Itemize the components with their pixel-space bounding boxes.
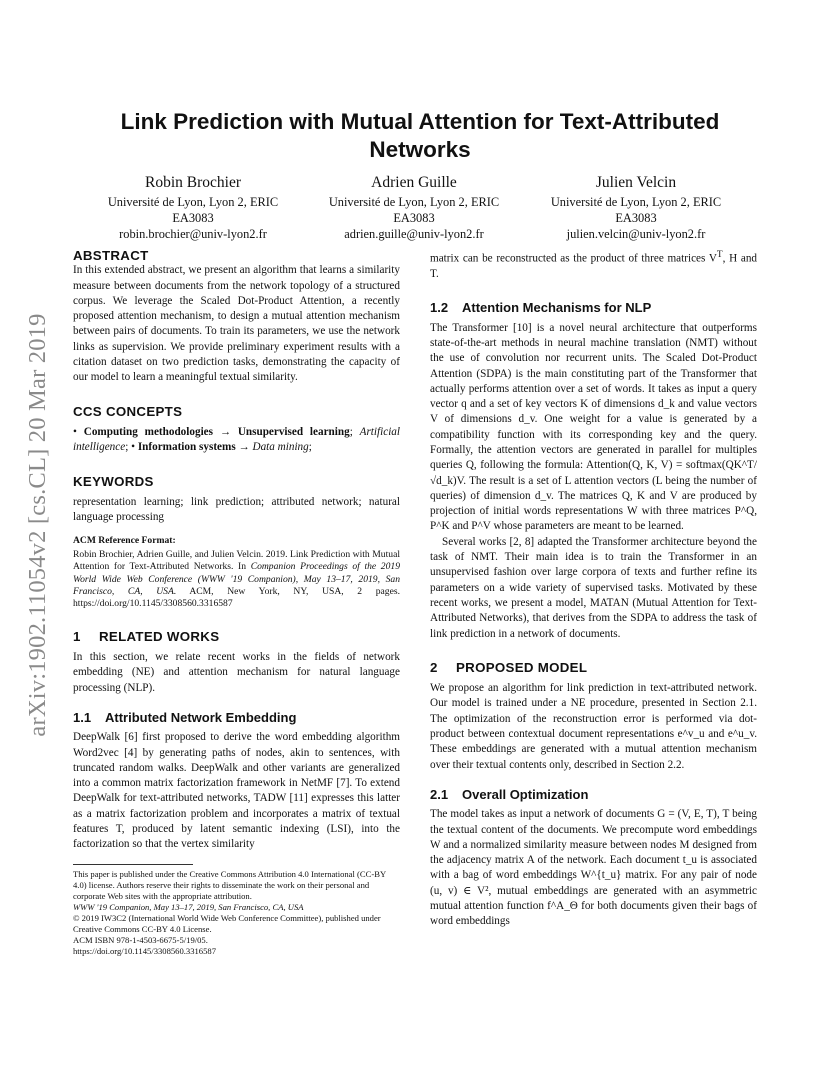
author-block-2 bbox=[294, 173, 534, 242]
ccs-text: • Computing methodologies → Unsupervised learning; Artificial intelligence; • Information systems → Data mining; bbox=[73, 425, 401, 454]
section-related-heading: 1 RELATED WORKS bbox=[73, 628, 220, 644]
acm-ref-text: Robin Brochier, Adrien Guille, and Julien Velcin. 2019. Link Prediction with Mutual Attention for Text-Attributed Networks. In Companion Proceedings of the 2019 World Wide Web Conference (WWW '19 Companion), May 13–17, 2019, San Francisco, CA, USA. ACM, New York, NY, USA, 2 pages. https://doi.org/10.1145/3308560.3316587 bbox=[73, 548, 400, 610]
optimization-paragraph: The model takes as input a network of documents G = (V, E, T), T being the textual content of the documents. We precompute word embeddings W and a normalized similarity measure between nodes M designed from the adjacency matrix A of the network. Each document t_u is associated with a bag of word embeddings W^{t_u} matrix. For any pair of node (u, v) ∈ V², mutual embeddings are generated with an asymmetric mutual attention function f^A_Θ for both documents given their bags of word embeddings bbox=[430, 808, 757, 928]
author-lab: EA3083 bbox=[172, 211, 214, 225]
author-affiliation: Université de Lyon, Lyon 2, ERIC bbox=[550, 195, 722, 209]
copyright-footnote bbox=[73, 864, 400, 957]
paper-title: Link Prediction with Mutual Attention for Text-Attributed Networks bbox=[120, 109, 720, 162]
acm-ref-heading: ACM Reference Format: bbox=[73, 535, 176, 547]
abstract-heading: ABSTRACT bbox=[73, 248, 149, 263]
isbn-note: ACM ISBN 978-1-4503-6675-5/19/05. bbox=[73, 935, 208, 945]
model-paragraph: We propose an algorithm for link prediction in text-attributed network. Our model is trained under a NE procedure, presented in Section 2.1. The optimization of the reconstruction error is performed via dot-product between contextual document representations e^v_u and e^u_v. These embeddings are generated with a mutual attention mechanism over their textual contents only, described in Section 2.2. bbox=[430, 682, 757, 771]
subsection-optimization-heading: 2.1 Overall Optimization bbox=[430, 786, 589, 802]
author-email: julien.velcin@univ-lyon2.fr bbox=[566, 227, 706, 241]
license-note: This paper is published under the Creative Commons Attribution 4.0 International (CC-BY 4.0) license. Authors reserve their rights to disseminate the work on their personal and corporate Web sites with the appropriate attribution. bbox=[73, 869, 386, 901]
ccs-heading: CCS CONCEPTS bbox=[73, 403, 183, 419]
author-email: adrien.guille@univ-lyon2.fr bbox=[344, 227, 484, 241]
section-model-heading: 2 PROPOSED MODEL bbox=[430, 659, 588, 675]
subsection-ane-heading: 1.1 Attributed Network Embedding bbox=[73, 709, 297, 725]
keywords-text: representation learning; link prediction; attributed network; natural language processing bbox=[73, 495, 400, 524]
author-name: Adrien Guille bbox=[371, 174, 457, 191]
author-affiliation: Université de Lyon, Lyon 2, ERIC bbox=[328, 195, 500, 209]
attention-paragraph-1: The Transformer [10] is a novel neural architecture that outperforms state-of-the-art methods in neural machine translation (NMT) without the use of convolution nor recurrent units. The Scaled Dot-Product Attention (SDPA) is the main constituting part of the Transformer that actually performs attention over a set of words. It takes as input a query vector q and a set of key vectors K of dimensions d_k and value vectors V of dimensions d_v. One weight for a value is generated by a compatibility function with its corresponding key and the query. Formally, the attention vectors are generated in parallel for multiples queries Q, following the formula: Attention(Q, K, V) = softmax(QK^T/√d_k)V. The result is a set of L attention vectors (L being the number of queries) of dimension d_v. The matrices Q, K and V are produced by projection of initial words representations W with three matrices P^Q, P^K and P^V whose parameters are meant to be learned. bbox=[430, 321, 757, 533]
author-name: Robin Brochier bbox=[145, 174, 241, 191]
copyright-note: © 2019 IW3C2 (International World Wide Web Conference Committee), published under Creative Commons CC-BY 4.0 License. bbox=[73, 913, 381, 934]
author-affiliation: Université de Lyon, Lyon 2, ERIC bbox=[107, 195, 279, 209]
venue-note: WWW '19 Companion, May 13–17, 2019, San Francisco, CA, USA bbox=[73, 902, 304, 912]
right-column bbox=[430, 248, 757, 930]
abstract-text: In this extended abstract, we present an algorithm that learns a similarity measure between documents from the network topology of a structured corpus. We leverage the Scaled Dot-Product Attention, a recently proposed attention mechanism, to design a mutual attention mechanism between pairs of documents. To train its parameters, we use the network links as supervision. We provide preliminary experiment results with a citation dataset on two prediction tasks, demonstrating the capacity of our model to learn a meaningful textual similarity. bbox=[73, 264, 400, 384]
keywords-heading: KEYWORDS bbox=[73, 473, 154, 489]
related-intro: In this section, we relate recent works in the fields of network embedding (NE) and attention mechanism for natural language processing (NLP). bbox=[73, 651, 400, 694]
author-lab: EA3083 bbox=[393, 211, 435, 225]
author-block-3 bbox=[516, 173, 756, 242]
arxiv-stamp: arXiv:1902.11054v2 [cs.CL] 20 Mar 2019 bbox=[24, 313, 51, 737]
author-name: Julien Velcin bbox=[595, 174, 677, 191]
footnote-rule bbox=[73, 864, 193, 865]
ane-text: DeepWalk [6] first proposed to derive the word embedding algorithm Word2vec [4] by generating paths of nodes, akin to sentences, with truncated random walks. DeepWalk and other variants are generalized into a common matrix factorization framework in NetMF [7]. To extend DeepWalk for text-attributed networks, TADW [11] expresses this latter as a matrix factorization problem and incorporates a matrix of textual features T, produced by latent semantic indexing (LSI), into the factorization so that the vertex similarity bbox=[73, 731, 400, 851]
left-column bbox=[73, 248, 400, 853]
subsection-attention-heading: 1.2 Attention Mechanisms for NLP bbox=[430, 300, 652, 316]
author-block-1 bbox=[73, 173, 313, 242]
doi-note: https://doi.org/10.1145/3308560.3316587 bbox=[73, 946, 216, 956]
author-email: robin.brochier@univ-lyon2.fr bbox=[119, 227, 267, 241]
attention-paragraph-2: Several works [2, 8] adapted the Transformer architecture beyond the task of NMT. Their main idea is to train the Transformer in an unsupervised fashion over large corpora of texts and further refine its parameters on a wide variety of supervised tasks. Motivated by these recent works, we present a model, MATAN (Mutual Attention for Text-Attributed Networks), that derives from the SDPA to address the task of link prediction in a network of documents. bbox=[430, 535, 757, 640]
continued-text: matrix can be reconstructed as the product of three matrices $V^T$, H and T. bbox=[430, 250, 758, 281]
author-lab: EA3083 bbox=[615, 211, 657, 225]
